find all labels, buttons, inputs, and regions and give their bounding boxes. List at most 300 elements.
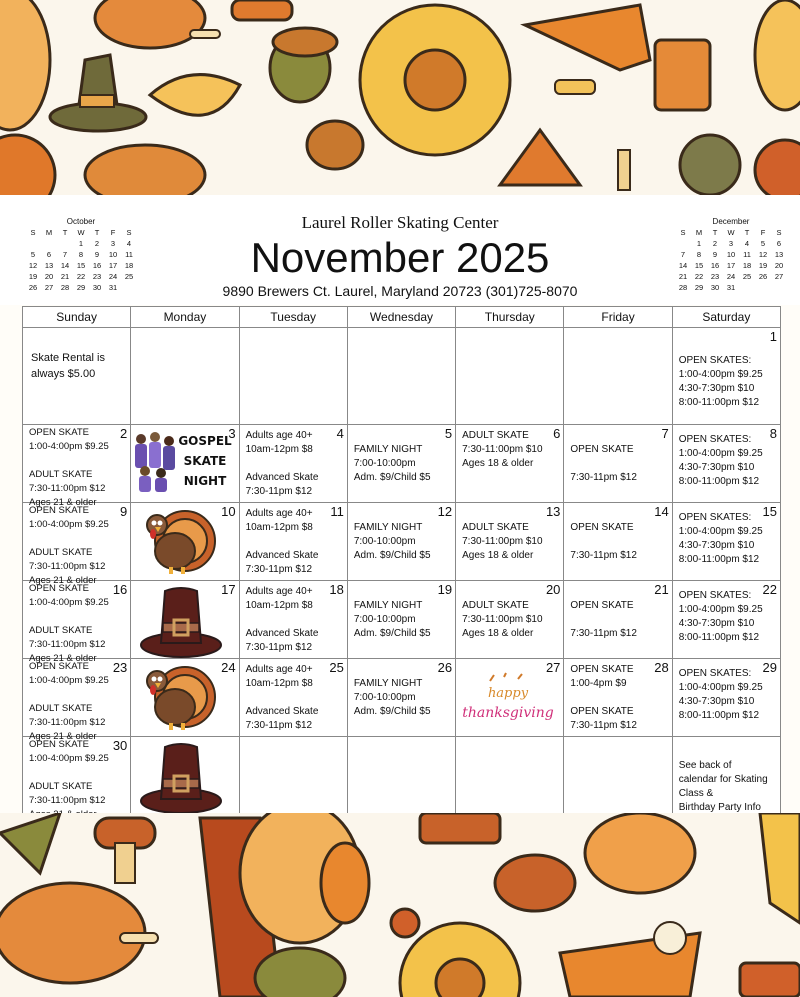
svg-text:thanksgiving: thanksgiving (462, 705, 554, 721)
calendar-day-cell (131, 425, 239, 503)
mini-date: 18 (742, 261, 752, 270)
calendar-week-row (23, 659, 781, 737)
event-line: OPEN SKATE (29, 505, 90, 516)
event-line: 7:30-11pm $12 (570, 628, 637, 639)
event-line: Advanced Skate (245, 550, 319, 561)
calendar-day-cell (672, 425, 780, 503)
calendar-day-cell (23, 425, 131, 508)
day-number: 16 (112, 582, 128, 597)
event-line: 1:00-4:00pm $9.25 (29, 753, 109, 764)
event-line: Ages 21 & older (29, 575, 97, 586)
day-number: 22 (762, 582, 777, 597)
happy-thanksgiving-icon (462, 673, 554, 721)
event-line: 7:00-10:00pm (353, 458, 416, 469)
event-line: Ages 18 & older (462, 458, 534, 469)
day-number: 1 (769, 329, 777, 344)
event-line (246, 691, 343, 705)
calendar-day-cell (239, 581, 347, 659)
event-line: Birthday Party Info (678, 802, 761, 813)
event-details (679, 589, 776, 645)
mini-date: 24 (726, 272, 736, 281)
event-line: FAMILY NIGHT (353, 600, 423, 611)
calendar-day-cell (456, 737, 564, 815)
day-header-thursday: Thursday (456, 307, 564, 328)
mini-date: 5 (760, 239, 766, 248)
mini-date: 10 (108, 250, 118, 259)
pilgrim-hat-icon (141, 744, 221, 813)
coffee-cup-icon (655, 40, 710, 110)
mini-day-of-week: T (62, 228, 68, 237)
day-number: 15 (762, 504, 777, 519)
mini-date (755, 282, 771, 293)
day-number: 20 (545, 582, 561, 597)
pilgrim-hat-image (139, 739, 223, 818)
event-line (354, 663, 451, 677)
day-number: 13 (545, 504, 561, 519)
mini-day-of-week: S (126, 228, 132, 237)
mini-date: 26 (28, 283, 38, 292)
mini-date: 7 (62, 250, 68, 259)
calendar-day-cell (347, 425, 455, 503)
event-line: OPEN SKATE (29, 661, 90, 672)
mini-day-of-week: S (776, 228, 782, 237)
event-line (570, 691, 667, 705)
event-line: Ages 21 & older (29, 731, 97, 742)
event-details (246, 507, 343, 577)
event-line: Adults age 40+ (245, 664, 313, 675)
event-line: calendar for Skating (678, 774, 768, 785)
calendar-day-cell (23, 737, 131, 815)
day-header-wednesday: Wednesday (347, 307, 455, 328)
event-details (354, 663, 451, 719)
mushroom-icon (618, 150, 630, 190)
mini-date: 11 (125, 250, 133, 259)
day-number: 14 (654, 504, 669, 519)
calendar-day-cell (672, 503, 780, 581)
day-number: 19 (437, 582, 453, 597)
event-line: Adults age 40+ (245, 508, 313, 519)
mini-day-of-week: T (744, 228, 750, 237)
calendar-day-cell (347, 328, 455, 425)
event-line: 7:30-11pm $12 (245, 642, 313, 653)
calendar-day-cell (131, 737, 239, 815)
event-line: 8:00-11:00pm $12 (678, 710, 760, 721)
event-line: Ages 21 & older (29, 653, 97, 664)
mini-date: 22 (694, 272, 704, 281)
event-line: 8:00-11:00pm $12 (678, 632, 760, 643)
day-number: 17 (221, 582, 236, 597)
mini-date: 18 (124, 261, 134, 270)
orange-item-icon (232, 0, 292, 20)
event-line: 8:00-11:00pm $12 (678, 397, 760, 408)
business-address: 9890 Brewers Ct. Laurel, Maryland 20723 (301)725-8070 (222, 283, 578, 299)
day-number: 2 (120, 426, 128, 441)
mini-date (675, 238, 691, 249)
calendar-day-cell (131, 581, 239, 659)
cup-icon (740, 963, 800, 997)
event-line: Ages 18 & older (462, 628, 534, 639)
mini-date: 11 (743, 250, 751, 259)
event-line (29, 454, 126, 468)
event-details (462, 429, 559, 471)
calendar-day-cell (456, 581, 564, 659)
day-header-friday: Friday (564, 307, 672, 328)
event-line: OPEN SKATES: (678, 434, 752, 445)
happy-thanksgiving-image (460, 671, 556, 734)
event-line: 10am-12pm $8 (245, 522, 313, 533)
event-details (462, 507, 559, 563)
mini-day-of-week: T (712, 228, 718, 237)
mini-day-of-week: T (94, 228, 100, 237)
mini-day-of-week: W (77, 228, 85, 237)
day-number: 3 (228, 426, 236, 441)
event-line (570, 457, 667, 471)
event-line: 4:30-7:30pm $10 (678, 462, 755, 473)
mini-date: 30 (92, 283, 102, 292)
event-line: 7:30-11pm $12 (570, 472, 637, 483)
event-line: 4:30-7:30pm $10 (678, 618, 755, 629)
day-header-saturday: Saturday (672, 307, 780, 328)
calendar-day-cell (23, 581, 131, 664)
mini-date (41, 238, 57, 249)
event-line: 7:30-11:00pm $12 (29, 483, 106, 494)
svg-text:GOSPEL: GOSPEL (178, 434, 232, 448)
event-line: 1:00-4:00pm $9.25 (29, 675, 109, 686)
event-line (29, 610, 126, 624)
corn-husk-icon (0, 813, 60, 873)
mini-date: 9 (94, 250, 100, 259)
mini-date: 22 (76, 272, 86, 281)
event-line: Adm. $9/Child $5 (353, 550, 431, 561)
mini-date: 27 (44, 283, 54, 292)
calendar-day-cell (131, 659, 239, 737)
svg-text:SKATE: SKATE (183, 454, 227, 468)
mini-date: 14 (678, 261, 688, 270)
day-number: 12 (437, 504, 453, 519)
mini-date: 2 (94, 239, 100, 248)
day-number: 11 (330, 504, 344, 519)
event-line (246, 535, 343, 549)
mini-date: 15 (76, 261, 86, 270)
calendar-day-cell (564, 503, 672, 581)
event-line (29, 688, 126, 702)
event-line: Advanced Skate (245, 472, 319, 483)
event-line: ADULT SKATE (29, 547, 93, 558)
day-number: 5 (444, 426, 453, 441)
svg-text:happy: happy (488, 686, 529, 701)
event-line: OPEN SKATES: (678, 355, 752, 366)
calendar-day-cell (131, 503, 239, 581)
mushroom-cap-icon (495, 855, 575, 911)
mini-date: 10 (726, 250, 736, 259)
calendar-day-cell (239, 503, 347, 581)
event-line (246, 457, 343, 471)
event-line (29, 766, 126, 780)
pumpkin-right-icon (755, 140, 800, 195)
turkey-icon (147, 511, 215, 574)
event-line: 1:00-4:00pm $9.25 (678, 369, 763, 380)
mini-date: 23 (92, 272, 102, 281)
mini-date: 1 (78, 239, 84, 248)
autumn-decor-bottom (0, 813, 800, 997)
mini-date: 20 (44, 272, 54, 281)
maple-leaf-icon (500, 130, 580, 185)
event-line: ADULT SKATE (462, 430, 529, 441)
event-line: 10am-12pm $8 (245, 444, 313, 455)
event-line: 7:30-11:00pm $12 (29, 795, 106, 806)
event-line: OPEN SKATE (570, 522, 634, 533)
bread-loaf-icon (0, 0, 50, 130)
pilgrim-hat-image (139, 583, 223, 662)
event-details (679, 354, 776, 410)
event-line: Adm. $9/Child $5 (353, 472, 431, 483)
mini-date: 24 (108, 272, 118, 281)
event-details (354, 507, 451, 563)
mini-date: 29 (694, 283, 704, 292)
calendar-day-cell (564, 328, 672, 425)
event-line (354, 429, 451, 443)
gospel-skate-night-image (133, 429, 233, 496)
calendar-day-cell (672, 659, 780, 737)
event-details (354, 429, 451, 485)
event-line: 1:00-4:00pm $9.25 (29, 441, 109, 452)
event-line: 7:30-11:00pm $10 (462, 614, 543, 625)
event-line: 4:30-7:30pm $10 (678, 383, 755, 394)
event-details (679, 745, 776, 815)
mini-date: 28 (678, 283, 688, 292)
day-header-tuesday: Tuesday (239, 307, 347, 328)
calendar-day-cell (239, 659, 347, 737)
event-line: 8:00-11:00pm $12 (678, 476, 760, 487)
mini-calendar-december (675, 217, 787, 293)
mini-date: 19 (758, 261, 768, 270)
event-line (354, 507, 451, 521)
turkey-bone-icon (120, 933, 158, 943)
event-line (570, 429, 667, 443)
calendar-week-row (23, 425, 781, 503)
rental-note: Skate Rental is always $5.00 (31, 352, 105, 380)
mini-date: 21 (60, 272, 70, 281)
svg-text:NIGHT: NIGHT (183, 474, 227, 488)
day-number: 25 (329, 660, 344, 675)
mini-date: 6 (46, 250, 52, 259)
calendar-day-cell (564, 737, 672, 815)
event-line: Advanced Skate (245, 628, 319, 639)
mini-date: 23 (710, 272, 720, 281)
drumstick-icon (321, 843, 369, 923)
mini-date: 9 (712, 250, 718, 259)
event-line: Adults age 40+ (245, 430, 313, 441)
day-number: 30 (112, 738, 128, 753)
calendar-day-cell (456, 659, 564, 737)
event-line: OPEN SKATE (29, 739, 90, 750)
mini-date: 31 (108, 283, 118, 292)
mini-day-of-week: F (760, 228, 766, 237)
event-line: FAMILY NIGHT (353, 678, 423, 689)
sunflower-icon (360, 5, 510, 155)
calendar-day-cell (672, 737, 780, 815)
leaf-icon (150, 75, 240, 116)
event-line (570, 507, 667, 521)
event-line: OPEN SKATES: (678, 512, 752, 523)
event-line: OPEN SKATE (570, 706, 634, 717)
sunflower-icon (400, 923, 520, 997)
event-line: Class & (678, 788, 714, 799)
event-line: 1:00-4:00pm $9.25 (29, 519, 109, 530)
event-line: 1:00-4:00pm $9.25 (678, 448, 763, 459)
event-details (570, 663, 667, 733)
day-number: 4 (336, 426, 344, 441)
event-line: OPEN SKATE (29, 583, 90, 594)
mini-month-title: December (712, 217, 750, 226)
event-line: 7:30-11:00pm $10 (462, 536, 543, 547)
calendar-day-cell (672, 328, 780, 425)
event-line: 8:00-11:00pm $12 (678, 554, 760, 565)
calendar-day-cell (564, 425, 672, 503)
event-line: OPEN SKATE (570, 600, 634, 611)
event-line: 7:00-10:00pm (353, 536, 416, 547)
mini-date (57, 238, 73, 249)
mini-date: 4 (126, 239, 132, 248)
event-line: 1:00-4:00pm $9.25 (678, 682, 763, 693)
event-line: Adm. $9/Child $5 (353, 706, 431, 717)
calendar-day-cell (672, 581, 780, 659)
day-header-sunday: Sunday (23, 307, 131, 328)
event-line (29, 532, 126, 546)
day-number: 26 (437, 660, 453, 675)
day-number: 10 (221, 504, 236, 519)
mini-date: 17 (726, 261, 736, 270)
calendar-day-cell (564, 659, 672, 737)
calendar-day-cell (131, 328, 239, 425)
mini-date (25, 238, 41, 249)
event-line: FAMILY NIGHT (353, 522, 423, 533)
mini-date: 14 (60, 261, 70, 270)
mini-date: 5 (30, 250, 36, 259)
autumn-leaf-icon (755, 0, 800, 110)
mini-day-of-week: S (30, 228, 36, 237)
event-line: OPEN SKATES: (678, 668, 752, 679)
mini-date: 12 (28, 261, 38, 270)
mini-date: 1 (696, 239, 702, 248)
calendar-week-row (23, 328, 781, 425)
pie-crust-icon (420, 813, 500, 843)
event-details (246, 429, 343, 499)
event-line: ADULT SKATE (29, 625, 93, 636)
event-details (570, 429, 667, 485)
mini-month-title: October (66, 217, 96, 226)
bread-roll-icon (85, 145, 205, 195)
event-line: 1:00-4:00pm $9.25 (29, 597, 109, 608)
event-details (570, 585, 667, 641)
mini-date (739, 282, 755, 293)
mini-date: 21 (678, 272, 688, 281)
calendar-day-cell (456, 328, 564, 425)
event-line: OPEN SKATE (570, 444, 634, 455)
turkey-image (135, 663, 221, 734)
choir-figures-icon (135, 432, 175, 492)
event-line: ADULT SKATE (29, 469, 93, 480)
mini-date: 20 (774, 261, 784, 270)
mini-date: 28 (60, 283, 70, 292)
mini-day-of-week: F (110, 228, 116, 237)
event-details (679, 667, 776, 723)
event-line: Ages 21 & older (29, 497, 97, 508)
mini-date: 19 (28, 272, 38, 281)
calendar-week-row (23, 503, 781, 581)
event-line: 7:30-11pm $12 (570, 720, 637, 731)
turkey-image (135, 507, 221, 578)
event-line: 7:30-11pm $12 (245, 564, 313, 575)
pumpkin-icon (0, 135, 55, 195)
mini-date: 6 (776, 239, 782, 248)
event-line: 7:30-11pm $12 (245, 720, 313, 731)
event-line: 1:00-4pm $9 (570, 678, 627, 689)
event-line: 10am-12pm $8 (245, 600, 313, 611)
grapes-icon (680, 135, 740, 195)
event-line: Adults age 40+ (245, 586, 313, 597)
calendar-day-cell (239, 425, 347, 503)
event-line: 7:30-11:00pm $12 (29, 561, 106, 572)
day-number: 8 (769, 426, 777, 441)
mini-date: 7 (680, 250, 686, 259)
event-details (462, 585, 559, 641)
calendar-day-cell (23, 328, 131, 425)
mini-date: 8 (696, 250, 702, 259)
event-line: 7:30-11:00pm $12 (29, 717, 106, 728)
mini-date: 13 (774, 250, 784, 259)
mini-day-of-week: M (695, 228, 703, 237)
calendar-day-cell (347, 581, 455, 659)
event-line (679, 745, 776, 759)
whipped-cream-icon (654, 922, 686, 954)
event-line: 7:00-10:00pm (353, 692, 416, 703)
day-number: 6 (553, 426, 561, 441)
calendar-day-cell (347, 737, 455, 815)
event-line (570, 613, 667, 627)
mini-date: 29 (76, 283, 86, 292)
mini-date: 8 (78, 250, 84, 259)
calendar-day-cell (23, 503, 131, 586)
mini-date: 31 (726, 283, 736, 292)
pumpkin-icon (585, 813, 695, 893)
day-number: 9 (120, 504, 128, 519)
calendar-day-cell (347, 659, 455, 737)
event-line: FAMILY NIGHT (353, 444, 423, 455)
calendar-day-cell (239, 328, 347, 425)
mini-date: 4 (744, 239, 750, 248)
event-details (29, 426, 126, 510)
day-number: 24 (221, 660, 236, 675)
acorn-icon (255, 948, 345, 997)
mini-date (771, 282, 787, 293)
calendar-header (0, 195, 800, 305)
event-details (29, 660, 126, 744)
event-details (246, 663, 343, 733)
event-line: 7:30-11pm $12 (245, 486, 313, 497)
event-details (29, 504, 126, 588)
event-details (679, 511, 776, 567)
acorn-small-icon (307, 121, 363, 169)
event-line (570, 585, 667, 599)
mini-day-of-week: W (727, 228, 735, 237)
roast-turkey-icon (95, 0, 205, 48)
mini-date: 3 (728, 239, 734, 248)
business-name: Laurel Roller Skating Center (301, 213, 499, 232)
calendar-day-cell (456, 503, 564, 581)
mini-date: 12 (758, 250, 768, 259)
event-line: 10am-12pm $8 (245, 678, 313, 689)
